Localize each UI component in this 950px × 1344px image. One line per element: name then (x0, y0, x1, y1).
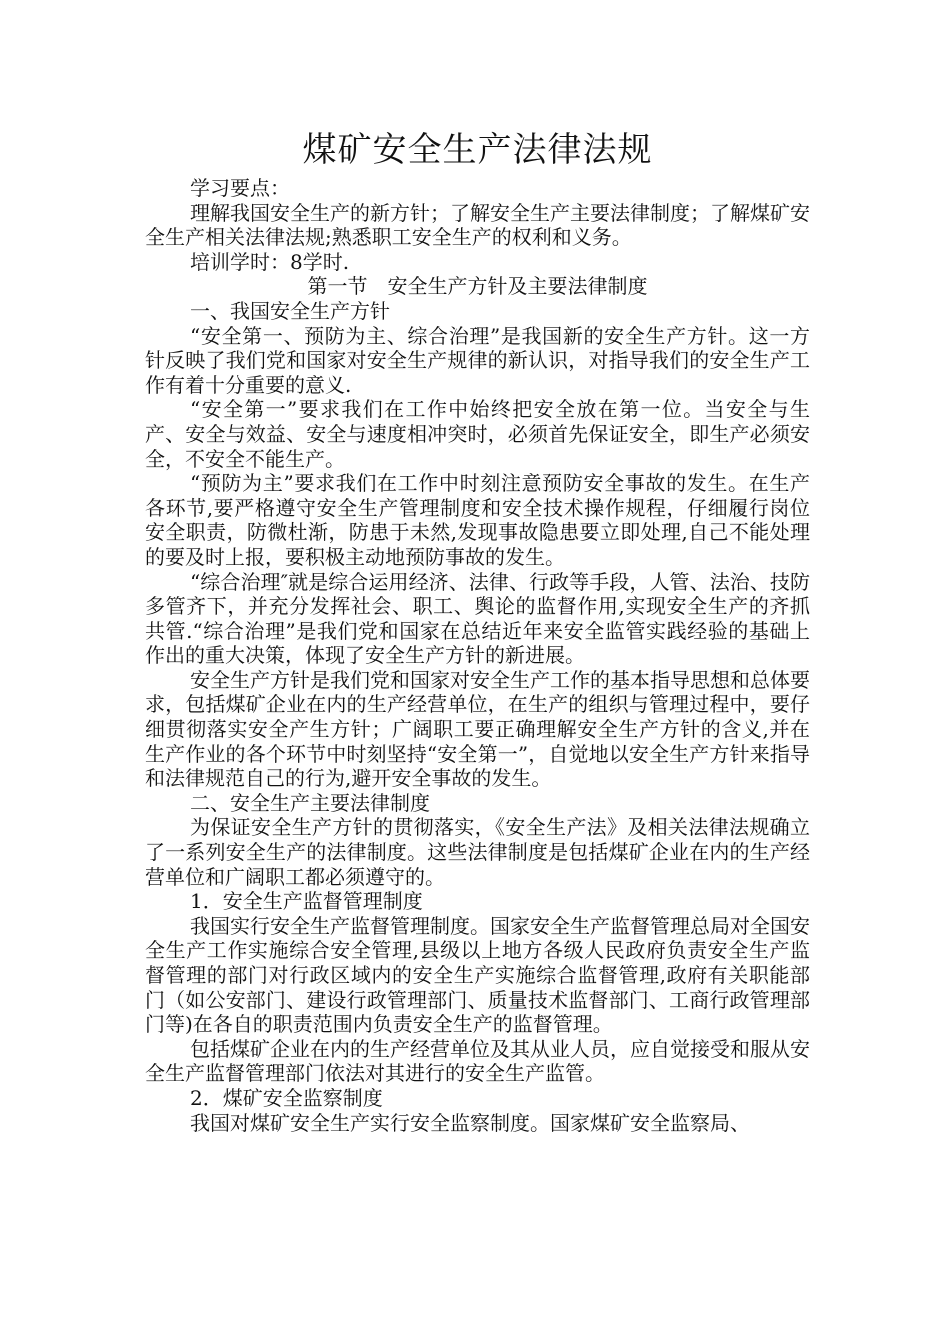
document-title: 煤矿安全生产法律法规 (302, 130, 653, 170)
item-heading-1: 1．安全生产监督管理制度 (190, 889, 423, 914)
paragraph: “安全第一、预防为主、综合治理”是我国新的安全生产方针。这一方针反映了我们党和国家对安全生产规律的新认识，对指导我们的安全生产工作有着十分重要的意义. (145, 323, 810, 397)
paragraph: 安全生产方针是我们党和国家对安全生产工作的基本指导思想和总体要求，包括煤矿企业在内的生产经营单位，在生产的组织与管理过程中，要仔细贯彻落实安全产生方针；广阔职工要正确理解安全生产方针的含义,并在生产作业的各个环节中时刻坚持“安全第一”，自觉地以安全生产方针来指导和法律规范自己的行为,避开安全事故的发生。 (145, 667, 810, 791)
paragraph: 我国实行安全生产监督管理制度。国家安全生产监督管理总局对全国安全生产工作实施综合安全管理,县级以上地方各级人民政府负责安全生产监督管理的部门对行政区域内的安全生产实施综合监督管理,政府有关职能部门（如公安部门、建设行政管理部门、质量技术监督部门、工商行政管理部门等)在各自的职责范围内负责安全生产的监督管理。 (145, 913, 810, 1037)
paragraph: “综合治理″就是综合运用经济、法律、行政等手段，人管、法治、技防多管齐下，并充分发挥社会、职工、舆论的监督作用,实现安全生产的齐抓共管.“综合治理”是我们党和国家在总结近年来安全监管实践经验的基础上作出的重大决策，体现了安全生产方针的新进展。 (145, 569, 810, 668)
document-page (145, 126, 810, 1135)
paragraph: 为保证安全生产方针的贯彻落实，《安全生产法》及相关法律法规确立了一系列安全生产的法律制度。这些法律制度是包括煤矿企业在内的生产经营单位和广阔职工都必须遵守的。 (145, 815, 810, 889)
item-heading-2: 2．煤矿安全监察制度 (190, 1085, 383, 1110)
paragraph: “预防为主”要求我们在工作中时刻注意预防安全事故的发生。在生产各环节,要严格遵守安全生产管理制度和安全技术操作规程，仔细履行岗位安全职责，防微杜渐，防患于未然,发现事故隐患要立即处理,自己不能处理的要及时上报，要积极主动地预防事故的发生。 (145, 471, 810, 569)
study-points-heading: 学习要点： (190, 176, 290, 200)
training-hours: 培训学时：8学时. (190, 249, 350, 274)
subsection-heading-2: 二、安全生产主要法律制度 (190, 790, 430, 815)
subsection-heading-1: 一、我国安全生产方针 (190, 298, 390, 323)
paragraph: 我国对煤矿安全生产实行安全监察制度。国家煤矿安全监察局、 (190, 1110, 750, 1135)
study-points-text: 理解我国安全生产的新方针；了解安全生产主要法律制度；了解煤矿安全生产相关法律法规;熟悉职工安全生产的权利和义务。 (145, 200, 810, 250)
section-heading: 第一节 安全生产方针及主要法律制度 (307, 274, 648, 299)
paragraph: 包括煤矿企业在内的生产经营单位及其从业人员，应自觉接受和服从安全生产监督管理部门依法对其进行的安全生产监管。 (145, 1036, 810, 1086)
paragraph: “安全第一”要求我们在工作中始终把安全放在第一位。当安全与生产、安全与效益、安全与速度相冲突时，必须首先保证安全，即生产必须安全，不安全不能生产。 (145, 397, 810, 471)
